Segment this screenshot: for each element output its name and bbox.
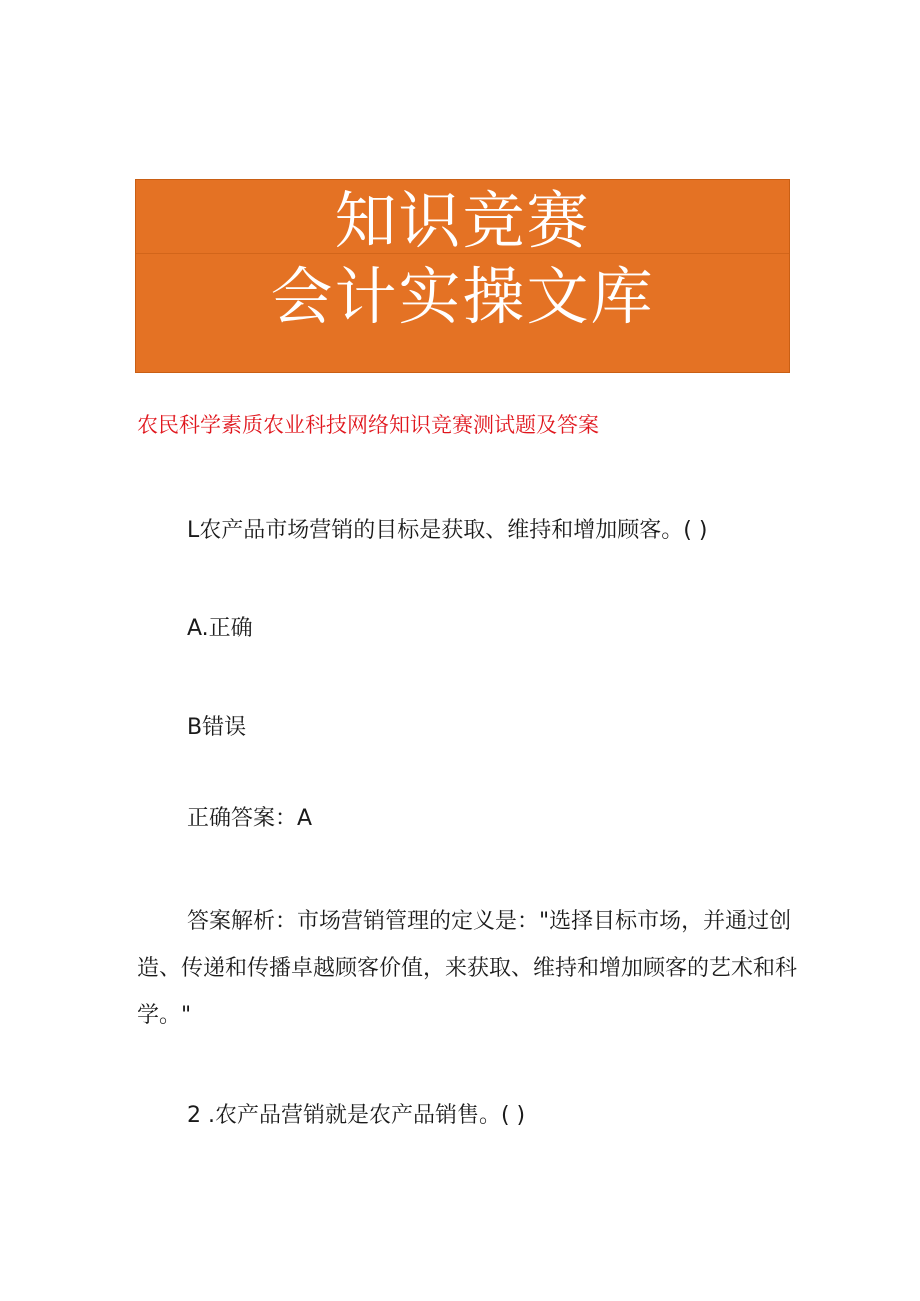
question-1-correct-answer: 正确答案：A (187, 806, 313, 831)
question-2-stem: 2 .农产品营销就是农产品销售。( ) (187, 1103, 526, 1128)
question-1-stem: L农产品市场营销的目标是获取、维持和增加顾客。( ) (187, 518, 708, 543)
cover-banner (135, 179, 790, 373)
banner-title: 知识竞赛 (334, 184, 591, 257)
document-title: 农民科学素质农业科技网络知识竞赛测试题及答案 (137, 413, 599, 437)
question-1-option-a: A.正确 (187, 616, 253, 641)
banner-subtitle: 会计实操文库 (270, 260, 655, 333)
question-1-option-b: B错误 (187, 715, 247, 740)
question-1-explanation: 答案解析：市场营销管理的定义是："选择目标市场，并通过创造、传递和传播卓越顾客价值，来获取、维持和增加顾客的艺术和科学。" (137, 909, 798, 1028)
